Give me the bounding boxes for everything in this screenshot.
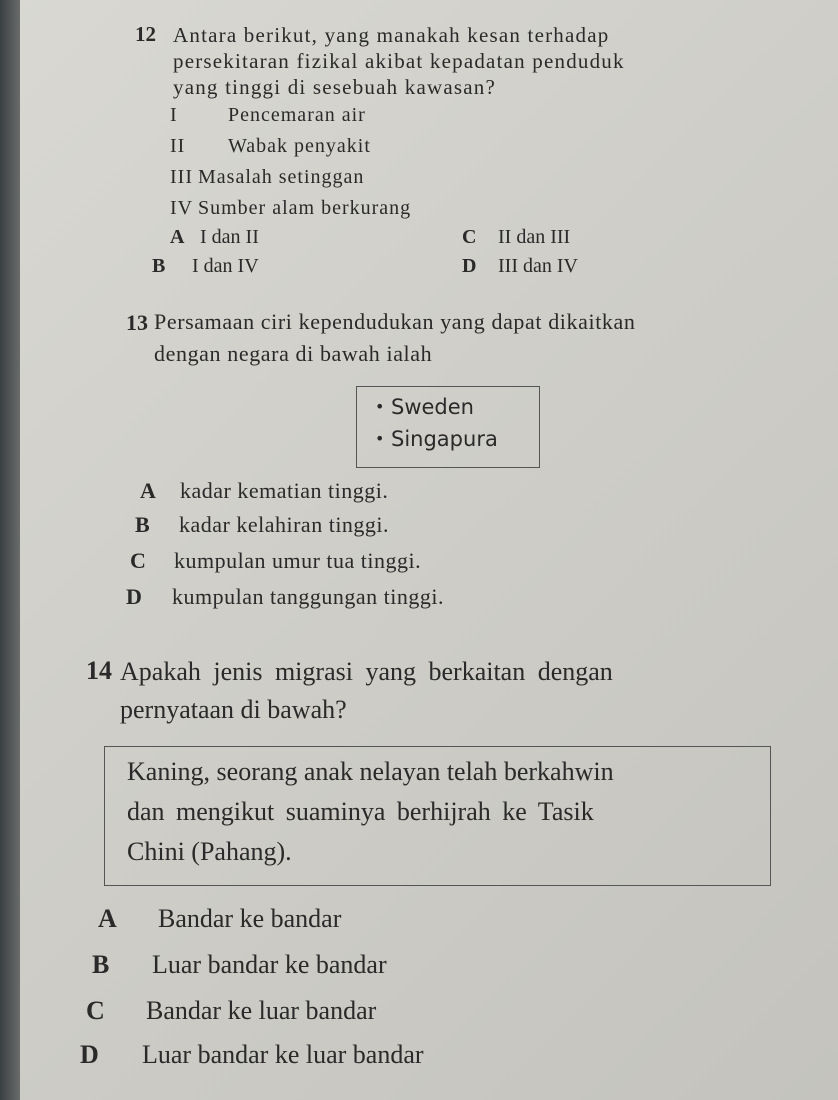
option-text: I dan IV bbox=[192, 255, 259, 277]
option-text: Bandar ke luar bandar bbox=[146, 996, 377, 1025]
statement-numeral: I bbox=[170, 104, 178, 126]
option-text: Luar bandar ke bandar bbox=[152, 950, 387, 979]
option-letter: A bbox=[98, 904, 117, 933]
option-b[interactable] bbox=[152, 255, 352, 281]
country-name: Sweden bbox=[391, 395, 474, 419]
option-d[interactable] bbox=[80, 1040, 560, 1076]
statement-text: Sumber alam berkurang bbox=[198, 197, 412, 219]
statement-line: Kaning, seorang anak nelayan telah berkahwin bbox=[127, 757, 614, 786]
option-b[interactable] bbox=[135, 512, 535, 542]
bullet-icon: • bbox=[375, 429, 385, 448]
option-text: kumpulan tanggungan tinggi. bbox=[172, 584, 444, 609]
option-text: kumpulan umur tua tinggi. bbox=[174, 548, 422, 573]
option-letter: D bbox=[462, 255, 477, 277]
stem-line: yang tinggi di sesebuah kawasan? bbox=[173, 75, 496, 99]
option-d[interactable] bbox=[126, 584, 606, 614]
country-box bbox=[356, 386, 540, 468]
stem-line: persekitaran fizikal akibat kepadatan penduduk bbox=[173, 49, 625, 73]
option-text: II dan III bbox=[498, 226, 571, 248]
option-text: III dan IV bbox=[498, 255, 578, 277]
statement-numeral: III bbox=[170, 166, 193, 188]
stem-line: dengan negara di bawah ialah bbox=[154, 341, 433, 366]
option-letter: D bbox=[80, 1040, 99, 1069]
option-text: Bandar ke bandar bbox=[158, 904, 342, 933]
option-a[interactable] bbox=[140, 478, 540, 508]
statement-line: Chini (Pahang). bbox=[127, 837, 292, 866]
option-text: I dan II bbox=[200, 226, 259, 248]
option-letter: B bbox=[152, 255, 166, 277]
option-b[interactable] bbox=[92, 950, 512, 986]
statement-text: Pencemaran air bbox=[228, 104, 366, 126]
stem-line: Persamaan ciri kependudukan yang dapat dikaitkan bbox=[154, 309, 636, 334]
option-text: Luar bandar ke luar bandar bbox=[142, 1040, 424, 1069]
question-14 bbox=[0, 650, 838, 1100]
statement-text: Masalah setinggan bbox=[198, 166, 365, 188]
statement-text: Wabak penyakit bbox=[228, 135, 371, 157]
option-a[interactable] bbox=[98, 904, 498, 940]
stem-line: Apakah jenis migrasi yang berkaitan dengan bbox=[120, 657, 613, 686]
stem-line: Antara berikut, yang manakah kesan terhadap bbox=[173, 23, 610, 47]
option-c[interactable] bbox=[462, 226, 662, 252]
question-number: 12 bbox=[135, 22, 156, 46]
option-letter: A bbox=[170, 226, 185, 248]
option-c[interactable] bbox=[86, 996, 506, 1032]
bullet-icon: • bbox=[375, 397, 385, 416]
option-letter: C bbox=[462, 226, 477, 248]
option-d[interactable] bbox=[462, 255, 662, 281]
option-letter: D bbox=[126, 584, 142, 609]
question-number: 13 bbox=[126, 310, 148, 335]
option-text: kadar kelahiran tinggi. bbox=[179, 512, 390, 537]
statement-line: dan mengikut suaminya berhijrah ke Tasik bbox=[127, 797, 594, 826]
question-12 bbox=[0, 0, 838, 290]
option-letter: C bbox=[86, 996, 105, 1025]
option-c[interactable] bbox=[130, 548, 580, 578]
question-stem bbox=[173, 22, 625, 100]
country-name: Singapura bbox=[391, 427, 498, 451]
option-letter: B bbox=[135, 512, 150, 537]
option-a[interactable] bbox=[170, 226, 370, 252]
option-letter: B bbox=[92, 950, 110, 979]
stem-line: pernyataan di bawah? bbox=[120, 695, 347, 724]
statement-box bbox=[104, 746, 771, 886]
question-stem bbox=[120, 656, 613, 732]
option-text: kadar kematian tinggi. bbox=[180, 478, 389, 503]
question-number: 14 bbox=[86, 656, 112, 685]
option-letter: C bbox=[130, 548, 146, 573]
question-stem bbox=[154, 308, 635, 372]
statement-numeral: II bbox=[170, 135, 186, 157]
question-13 bbox=[0, 300, 838, 620]
option-letter: A bbox=[140, 478, 156, 503]
statement-numeral: IV bbox=[170, 197, 194, 219]
